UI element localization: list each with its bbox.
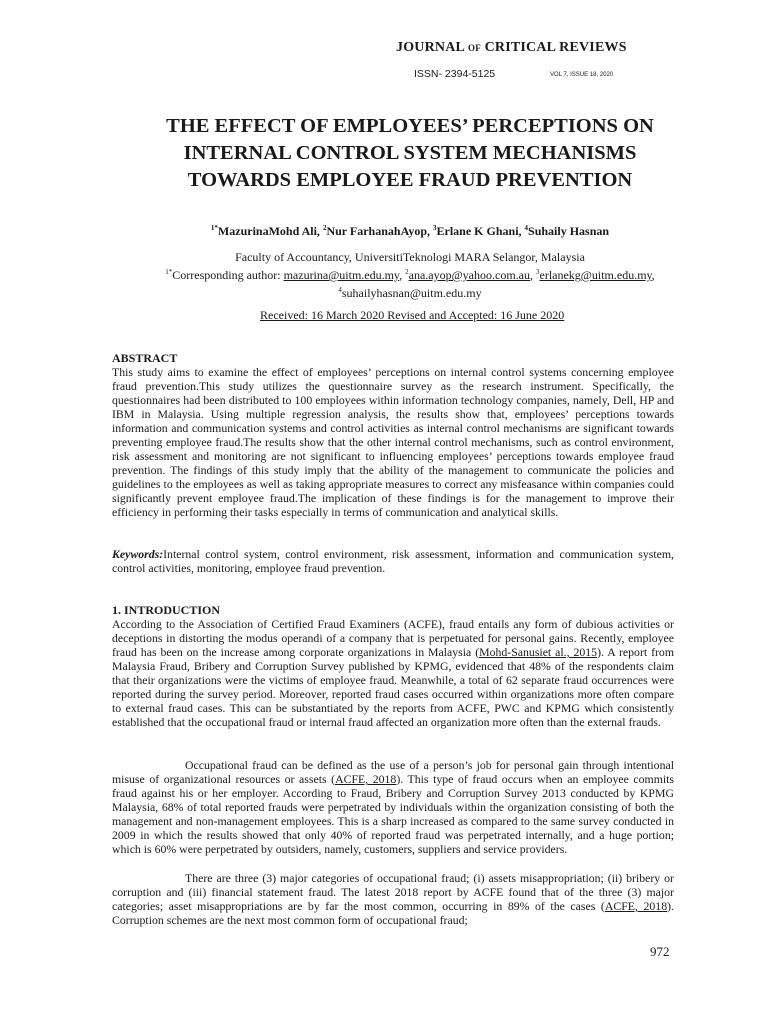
email-2-sup: 2: [405, 268, 409, 276]
journal-name-main: JOURNAL: [396, 40, 468, 55]
author-1-sup: 1*: [210, 224, 218, 232]
paragraph-text: There are three (3) major categories of occupational fraud; (i) assets misappropriation; (ii) bribery or corruption and (iii) financial statement fraud. The latest 2018 report by ACFE found that of the three (3) major categories; asset misappropriations are by far the most common, occurring in 89% of the cases (: [112, 871, 674, 913]
author-4: Suhaily Hasnan: [528, 224, 610, 238]
email-link-1[interactable]: mazurina@uitm.edu.my: [283, 268, 400, 282]
keywords: [112, 547, 674, 575]
corresponding-line-2: [80, 283, 740, 301]
introduction-heading: 1. INTRODUCTION: [112, 603, 221, 617]
introduction-paragraph-1: [112, 617, 674, 729]
separator: ,: [530, 268, 536, 282]
citation-link[interactable]: ACFE, 2018: [604, 899, 668, 913]
email-link-2[interactable]: ana.ayop@yahoo.com.au: [408, 268, 530, 282]
introduction-paragraph-3: [112, 871, 674, 927]
author-1: MazurinaMohd Ali,: [217, 224, 323, 238]
paragraph-text: According to the Association of Certified Fraud Examiners (ACFE), fraud entails any form of dubious activities or deceptions in distorting the modus operandi of a company that is perpetuated for personal gains. Recently, employee fraud has been on the increase among corporate organizations in Malaysia (: [112, 617, 674, 659]
email-3-sup: 3: [536, 268, 540, 276]
separator: ,: [651, 268, 655, 282]
page-number: 972: [650, 944, 670, 959]
corresponding-sup: 1*: [165, 268, 173, 276]
paper-title: THE EFFECT OF EMPLOYEES’ PERCEPTIONS ON INTERNAL CONTROL SYSTEM MECHANISMS TOWARDS EMPLOYEE FRAUD PREVENTION: [166, 115, 654, 191]
author-2: Nur FarhanahAyop,: [326, 224, 434, 238]
keywords-label: Keywords:: [112, 547, 164, 561]
abstract-heading: ABSTRACT: [112, 351, 178, 365]
volume-issue: VOL 7, ISSUE 18, 2020: [550, 72, 614, 78]
author-4-sup: 4: [524, 224, 529, 232]
issn: ISSN- 2394-5125: [414, 68, 496, 80]
author-3: Erlane K Ghani,: [436, 224, 525, 238]
introduction-paragraph-2: [112, 758, 674, 856]
corresponding-label: Corresponding author:: [172, 268, 284, 282]
received-accepted-dates: Received: 16 March 2020 Revised and Accepted: 16 June 2020: [260, 308, 565, 322]
citation-link[interactable]: Mohd-Sanusiet al., 2015: [479, 645, 598, 659]
paragraph-text: ). A report from Malaysia Fraud, Bribery and Corruption Survey published by KPMG, evidenced that 48% of the respondents claim that their organizations were the victims of employee fraud. Meanwhile, a total of 62 separate fraud occurrences were reported during the survey period. Moreover, reported fraud cases occurred within organizations more often compare to external fraud cases. This can be substantiated by the reports from ACFE, PWC and KPMG which consistently established that the occupational fraud or internal fraud affected an organization more often than the external frauds.: [112, 645, 674, 729]
email-4-sup: 4: [338, 286, 342, 294]
author-2-sup: 2: [322, 224, 327, 232]
journal-name: [396, 40, 627, 56]
separator: ,: [399, 268, 406, 282]
affiliation-block: [80, 250, 740, 301]
author-list: [80, 224, 740, 239]
journal-name-of: OF: [468, 43, 481, 53]
email-4: suhailyhasnan@uitm.edu.my: [341, 286, 482, 300]
citation-link[interactable]: ACFE, 2018: [335, 772, 397, 786]
abstract-text: This study aims to examine the effect of employees’ perceptions on internal control systems concerning employee fraud prevention.This study utilizes the questionnaire survey as the research instrument. Specifically, the questionnaires had been distributed to 100 employees within information technology companies, namely, Dell, HP and IBM in Malaysia. Using multiple regression analysis, the results show that, employees’ perceptions towards information and communication systems and control activities as internal control mechanisms are significant towards preventing employee fraud.The results show that the other internal control mechanisms, such as control environment, risk assessment and monitoring are not significant to influencing employees’ perceptions towards employee fraud prevention. The findings of this study imply that the ability of the management to communicate the policies and guidelines to the employees as well as taking appropriate measures to correct any misfeasance within companies could significantly prevent employee fraud.The implication of these findings is for the management to improve their efficiency in performing their tasks especially in terms of communication and analytical skills.: [112, 365, 674, 519]
paragraph-text: ). This type of fraud occurs when an employee commits fraud against his or her employer. According to Fraud, Bribery and Corruption Survey 2013 conducted by KPMG Malaysia, 68% of total reported frauds were perpetrated by individuals within the organization consisting of both the management and non-management employees. This is a sharp increased as compared to the same survey conducted in 2009 in which the results showed that only 40% of reported fraud was perpetrated internally, and a huge portion; which is 60% were perpetrated by outsiders, namely, customers, suppliers and service providers.: [112, 772, 675, 856]
paragraph-text: Occupational fraud can be defined as the use of a person’s job for personal gain through intentional misuse of organizational resources or assets (: [112, 758, 674, 786]
corresponding-line: [80, 265, 740, 283]
email-link-3[interactable]: erlanekg@uitm.edu.my: [539, 268, 652, 282]
paragraph-text: ). Corruption schemes are the next most common form of occupational fraud;: [112, 899, 674, 927]
keywords-text: Internal control system, control environment, risk assessment, information and communication system, control activities, monitoring, employee fraud prevention.: [112, 547, 674, 575]
author-3-sup: 3: [433, 224, 437, 232]
journal-name-rest: CRITICAL REVIEWS: [480, 40, 627, 55]
affiliation: Faculty of Accountancy, UniversitiTeknologi MARA Selangor, Malaysia: [235, 250, 585, 264]
